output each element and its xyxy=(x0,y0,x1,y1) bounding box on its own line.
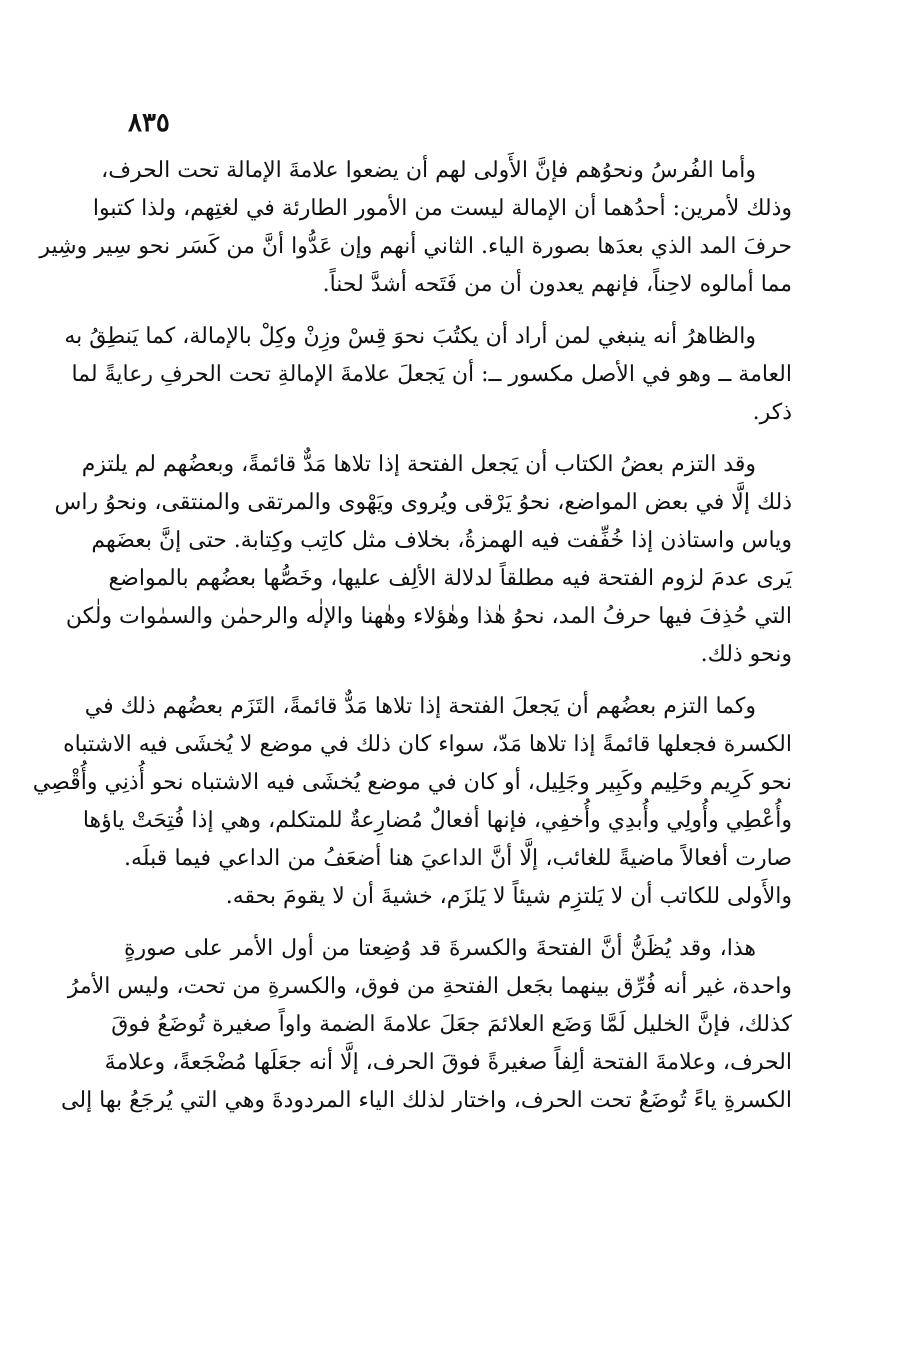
text-line: ذلك إلَّا في بعض المواضع، نحوُ يَرْقى ويُروى ويَهْوى والمرتقى والمنتقى، ونحوُ راس xyxy=(54,490,792,515)
text-line: والأَولى للكاتب أن لا يَلتزِم شيئاً لا يَلزَم، خشيةَ أن لا يقومَ بحقه. xyxy=(225,884,792,909)
text-line: وذلك لأمرين: أحدُهما أن الإمالة ليست من الأمور الطارئة في لغتِهم، ولذا كتبوا xyxy=(92,196,792,221)
text-line: نحو كَرِيم وحَلِيم وكَبِير وجَلِيل، أو كان في موضع يُخشَى فيه الاشتباه نحو أُذنِي وأُقْصِي xyxy=(32,770,792,795)
text-line: هذا، وقد يُظَنُّ أنَّ الفتحةَ والكسرةَ قد وُضِعتا من أول الأمر على صورةٍ xyxy=(124,936,756,961)
text-line: وياس واستاذن إذا خُفِّفت فيه الهمزةُ، بخلاف مثل كاتِب وكِتابة. حتى إنَّ بعضَهم xyxy=(91,528,792,553)
text-line: مما أمالوه لاحِناً، فإنهم يعدون أن من فَتَحه أشدَّ لحناً. xyxy=(322,272,792,297)
text-line: وأما الفُرسُ ونحوُهم فإنَّ الأَولى لهم أن يضعوا علامةَ الإمالة تحت الحرف، xyxy=(101,158,756,183)
text-line: حرفَ المد الذي بعدَها بصورة الياء. الثاني أنهم وإن عَدُّوا أنَّ من كَسَر نحو سِير وشِير xyxy=(39,234,792,259)
text-line: وأُعْطِي وأُولِي وأُبدِي وأُخفِي، فإنها أفعالٌ مُضارِعةٌ للمتكلم، وهي إذا فُتِحَتْ ياؤها xyxy=(82,808,792,833)
paragraph-3 xyxy=(54,446,792,674)
text-line: والظاهرُ أنه ينبغي لمن أراد أن يكتُبَ نحوَ قِسْ وزِنْ وكِلْ بالإمالة، كما يَنطِقُ به xyxy=(64,324,756,349)
paragraph-1 xyxy=(39,152,792,304)
text-line: كذلك، فإنَّ الخليل لَمَّا وَضَع العلائمَ جعَلَ علامةَ الضمة واواً صغيرة تُوضَعُ فوقَ xyxy=(111,1012,792,1037)
text-line: واحدة، غير أنه فُرِّق بينهما بجَعل الفتحةِ من فوق، والكسرةِ من تحت، وليس الأمرُ xyxy=(67,974,792,999)
text-line: وكما التزم بعضُهم أن يَجعلَ الفتحة إذا تلاها مَدٌّ قائمةً، التَزَم بعضُهم ذلك في xyxy=(84,694,756,719)
page-number: ٨٣٥ xyxy=(128,108,170,138)
text-line: الحرف، وعلامةَ الفتحة ألِفاً صغيرةً فوقَ الحرف، إلَّا أنه جعَلَها مُضْجَعةً، وعلامةَ xyxy=(104,1050,792,1075)
text-line: الكسرةِ ياءً تُوضَعُ تحت الحرف، واختار لذلك الياء المردودةَ وهي التي يُرجَعُ بها إلى xyxy=(61,1088,792,1113)
text-line: وقد التزم بعضُ الكتاب أن يَجعل الفتحة إذا تلاها مَدٌّ قائمةً، وبعضُهم لم يلتزم xyxy=(81,452,756,477)
paragraph-4 xyxy=(32,688,792,916)
text-line: صارت أفعالاً ماضيةً للغائب، إلَّا أنَّ الداعيَ هنا أضعَفُ من الداعي فيما قبلَه. xyxy=(124,846,792,871)
paragraph-2 xyxy=(64,318,792,432)
text-line: ذكر. xyxy=(752,400,792,425)
paragraph-5 xyxy=(61,930,792,1120)
body-text xyxy=(32,152,792,1134)
text-line: التي حُذِفَ فيها حرفُ المد، نحوُ هٰذا وهٰؤلاء وهٰهنا والإلٰه والرحمٰن والسمٰوات ولٰكن xyxy=(65,604,792,629)
text-line: يَرى عدمَ لزوم الفتحة فيه مطلقاً لدلالة الألِف عليها، وخَصُّها بعضُهم بالمواضع xyxy=(108,566,792,591)
text-line: ونحو ذلك. xyxy=(700,642,792,667)
text-line: العامة ــ وهو في الأصل مكسور ــ: أن يَجعلَ علامةَ الإمالةِ تحت الحرفِ رعايةً لما xyxy=(71,362,792,387)
text-line: الكسرة فجعلها قائمةً إذا تلاها مَدّ، سواء كان ذلك في موضع لا يُخشَى فيه الاشتباه xyxy=(63,732,792,757)
